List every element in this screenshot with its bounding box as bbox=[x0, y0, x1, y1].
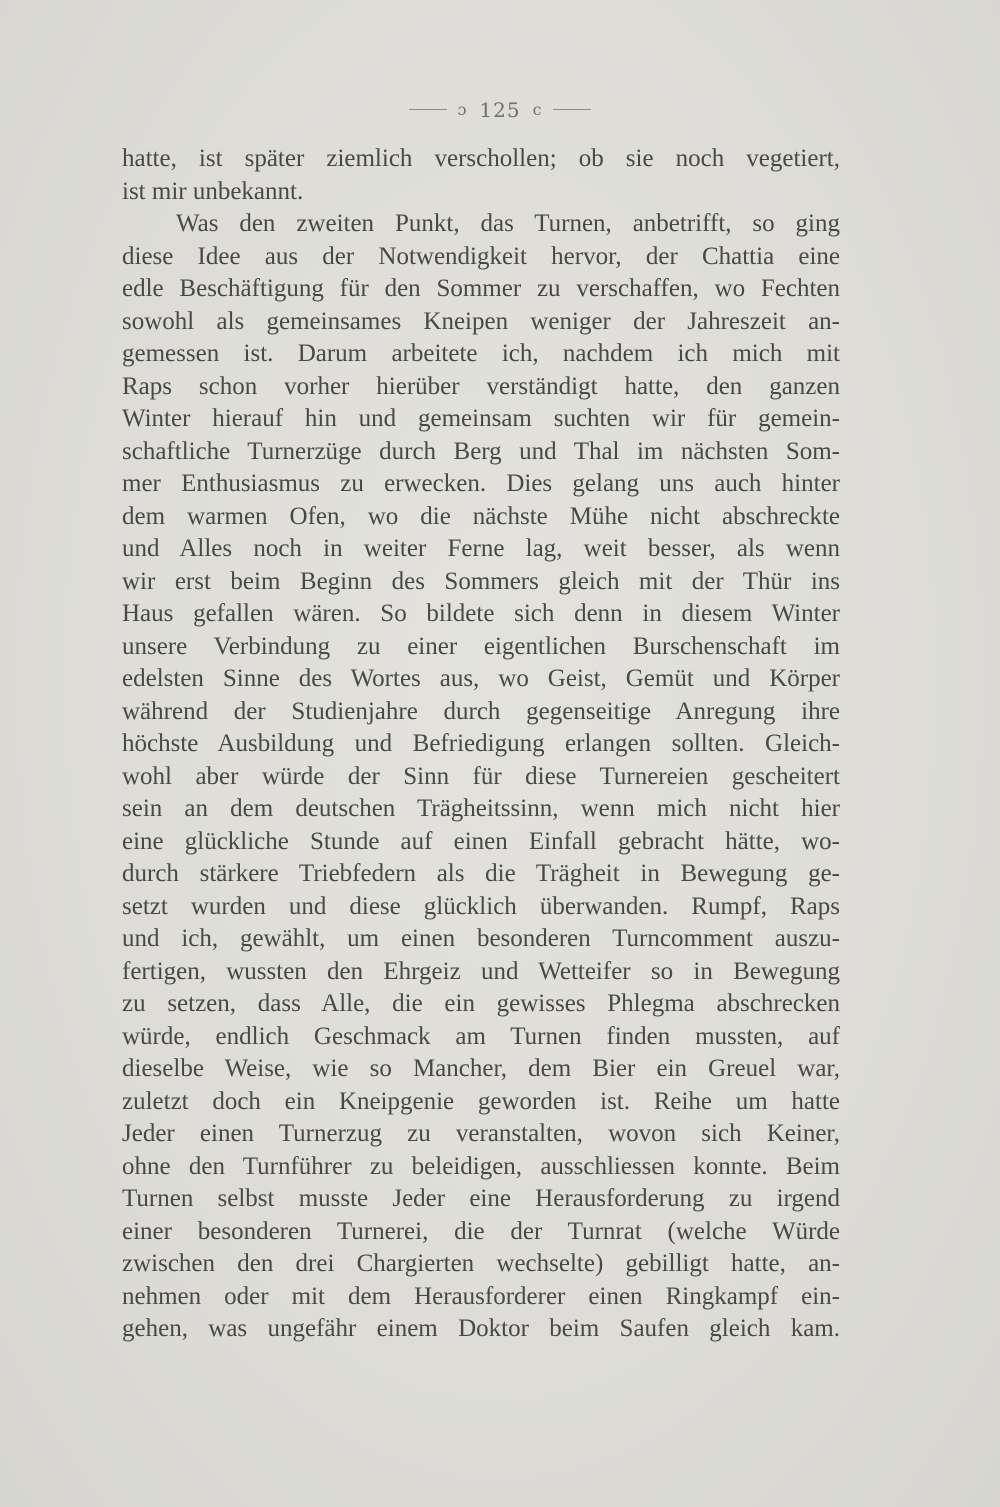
text-line: gemessen ist. Darum arbeitete ich, nachdem ich mich mit bbox=[122, 340, 840, 367]
text-line: Turnen selbst musste Jeder eine Herausforderung zu irgend bbox=[122, 1185, 840, 1212]
text-line: gehen, was ungefähr einem Doktor beim Saufen gleich kam. bbox=[122, 1315, 840, 1342]
text-line: Haus gefallen wären. So bildete sich denn in diesem Winter bbox=[122, 600, 840, 627]
text-line: und ich, gewählt, um einen besonderen Turncomment auszu- bbox=[122, 925, 840, 952]
text-line: zu setzen, dass Alle, die ein gewisses Phlegma abschrecken bbox=[122, 990, 840, 1017]
text-line: zuletzt doch ein Kneipgenie geworden ist. Reihe um hatte bbox=[122, 1087, 840, 1115]
page-number: 125 bbox=[479, 97, 521, 122]
text-line: einer besonderen Turnerei, die der Turnrat (welche Würde bbox=[122, 1217, 840, 1245]
text-line: zwischen den drei Chargierten wechselte) gebilligt hatte, an- bbox=[122, 1250, 840, 1277]
text-line: ohne den Turnführer zu beleidigen, ausschliessen konnte. Beim bbox=[122, 1152, 840, 1180]
text-line: während der Studienjahre durch gegenseitige Anregung ihre bbox=[122, 697, 840, 725]
text-line: diese Idee aus der Notwendigkeit hervor, der Chattia eine bbox=[122, 242, 840, 270]
header-rule-left bbox=[409, 109, 447, 110]
text-line: und Alles noch in weiter Ferne lag, weit besser, als wenn bbox=[122, 535, 840, 562]
text-line: edle Beschäftigung für den Sommer zu verschaffen, wo Fechten bbox=[122, 275, 840, 302]
text-line: hatte, ist später ziemlich verschollen; ob sie noch vegetiert, bbox=[122, 145, 840, 172]
page-header bbox=[0, 96, 1000, 122]
text-line: edelsten Sinne des Wortes aus, wo Geist, Gemüt und Körper bbox=[122, 665, 840, 692]
text-line: Was den zweiten Punkt, das Turnen, anbetrifft, so ging bbox=[176, 210, 840, 237]
text-line: nehmen oder mit dem Herausforderer einen Ringkampf ein- bbox=[122, 1282, 840, 1310]
text-line: wir erst beim Beginn des Sommers gleich mit der Thür ins bbox=[122, 567, 840, 595]
body-text bbox=[122, 143, 840, 1346]
text-line: mer Enthusiasmus zu erwecken. Dies gelang uns auch hinter bbox=[122, 470, 840, 497]
text-line: dem warmen Ofen, wo die nächste Mühe nicht abschreckte bbox=[122, 502, 840, 530]
text-line: dieselbe Weise, wie so Mancher, dem Bier ein Greuel war, bbox=[122, 1055, 840, 1082]
text-line: setzt wurden und diese glücklich überwanden. Rumpf, Raps bbox=[122, 892, 840, 920]
text-line: ist mir unbekannt. bbox=[122, 177, 304, 205]
text-line: unsere Verbindung zu einer eigentlichen Burschenschaft im bbox=[122, 632, 840, 660]
text-line: sowohl als gemeinsames Kneipen weniger der Jahreszeit an- bbox=[122, 307, 840, 335]
text-line: eine glückliche Stunde auf einen Einfall gebracht hätte, wo- bbox=[122, 827, 840, 855]
text-line: wohl aber würde der Sinn für diese Turnereien gescheitert bbox=[122, 762, 840, 790]
text-line: durch stärkere Triebfedern als die Trägheit in Bewegung ge- bbox=[122, 860, 840, 887]
header-rule-right bbox=[553, 109, 591, 110]
text-line: würde, endlich Geschmack am Turnen finden mussten, auf bbox=[122, 1022, 840, 1050]
text-line: sein an dem deutschen Trägheitssinn, wenn mich nicht hier bbox=[122, 795, 840, 822]
header-ornament-right: c bbox=[532, 100, 543, 119]
text-line: fertigen, wussten den Ehrgeiz und Wetteifer so in Bewegung bbox=[122, 957, 840, 985]
text-line: Jeder einen Turnerzug zu veranstalten, wovon sich Keiner, bbox=[122, 1120, 840, 1147]
text-line: Winter hierauf hin und gemeinsam suchten wir für gemein- bbox=[122, 405, 840, 432]
header-ornament-left: ɔ bbox=[457, 100, 468, 119]
text-line: schaftliche Turnerzüge durch Berg und Thal im nächsten Som- bbox=[122, 437, 840, 465]
text-line: Raps schon vorher hierüber verständigt hatte, den ganzen bbox=[122, 372, 840, 400]
text-line: höchste Ausbildung und Befriedigung erlangen sollten. Gleich- bbox=[122, 730, 840, 757]
